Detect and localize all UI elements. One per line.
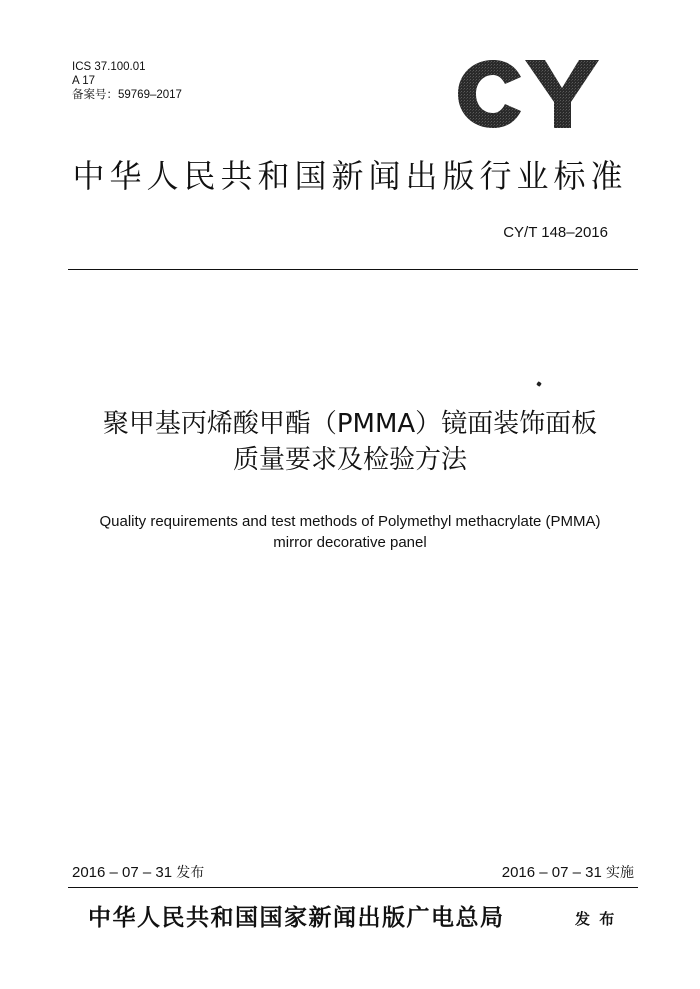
ics-code: ICS 37.100.01 — [72, 61, 146, 73]
issue-date-suffix: 发布 — [176, 865, 205, 881]
issue-date-value: 2016 – 07 – 31 — [72, 864, 173, 881]
chinese-title — [0, 406, 700, 478]
print-speck — [536, 381, 542, 387]
standard-code: CY/T 148–2016 — [503, 224, 608, 241]
filing-number: 备案号：59769–2017 — [72, 89, 182, 101]
english-title-line-2: mirror decorative panel — [273, 534, 427, 551]
bottom-divider — [68, 887, 638, 888]
publisher-name: 中华人民共和国国家新闻出版广电总局 — [88, 904, 505, 931]
logo-letter-c — [458, 60, 521, 128]
standard-title: 中华人民共和国新闻出版行业标准 — [72, 157, 628, 195]
top-divider — [68, 269, 638, 270]
classification-code: A 17 — [72, 75, 96, 87]
document-meta — [72, 60, 182, 102]
logo-letter-y — [525, 60, 599, 128]
english-title — [0, 511, 700, 553]
cy-logo-icon — [455, 55, 601, 133]
implementation-date-suffix: 实施 — [606, 865, 634, 881]
implementation-date-value: 2016 – 07 – 31 — [501, 864, 602, 881]
publisher-suffix: 发 布 — [575, 910, 617, 928]
english-title-line-1: Quality requirements and test methods of Polymethyl methacrylate (PMMA) — [99, 513, 601, 530]
chinese-title-line-2: 质量要求及检验方法 — [232, 445, 467, 475]
issue-date — [72, 864, 204, 882]
chinese-title-line-1: 聚甲基丙烯酸甲酯（PMMA）镜面装饰面板 — [102, 409, 598, 439]
implementation-date — [502, 864, 634, 882]
